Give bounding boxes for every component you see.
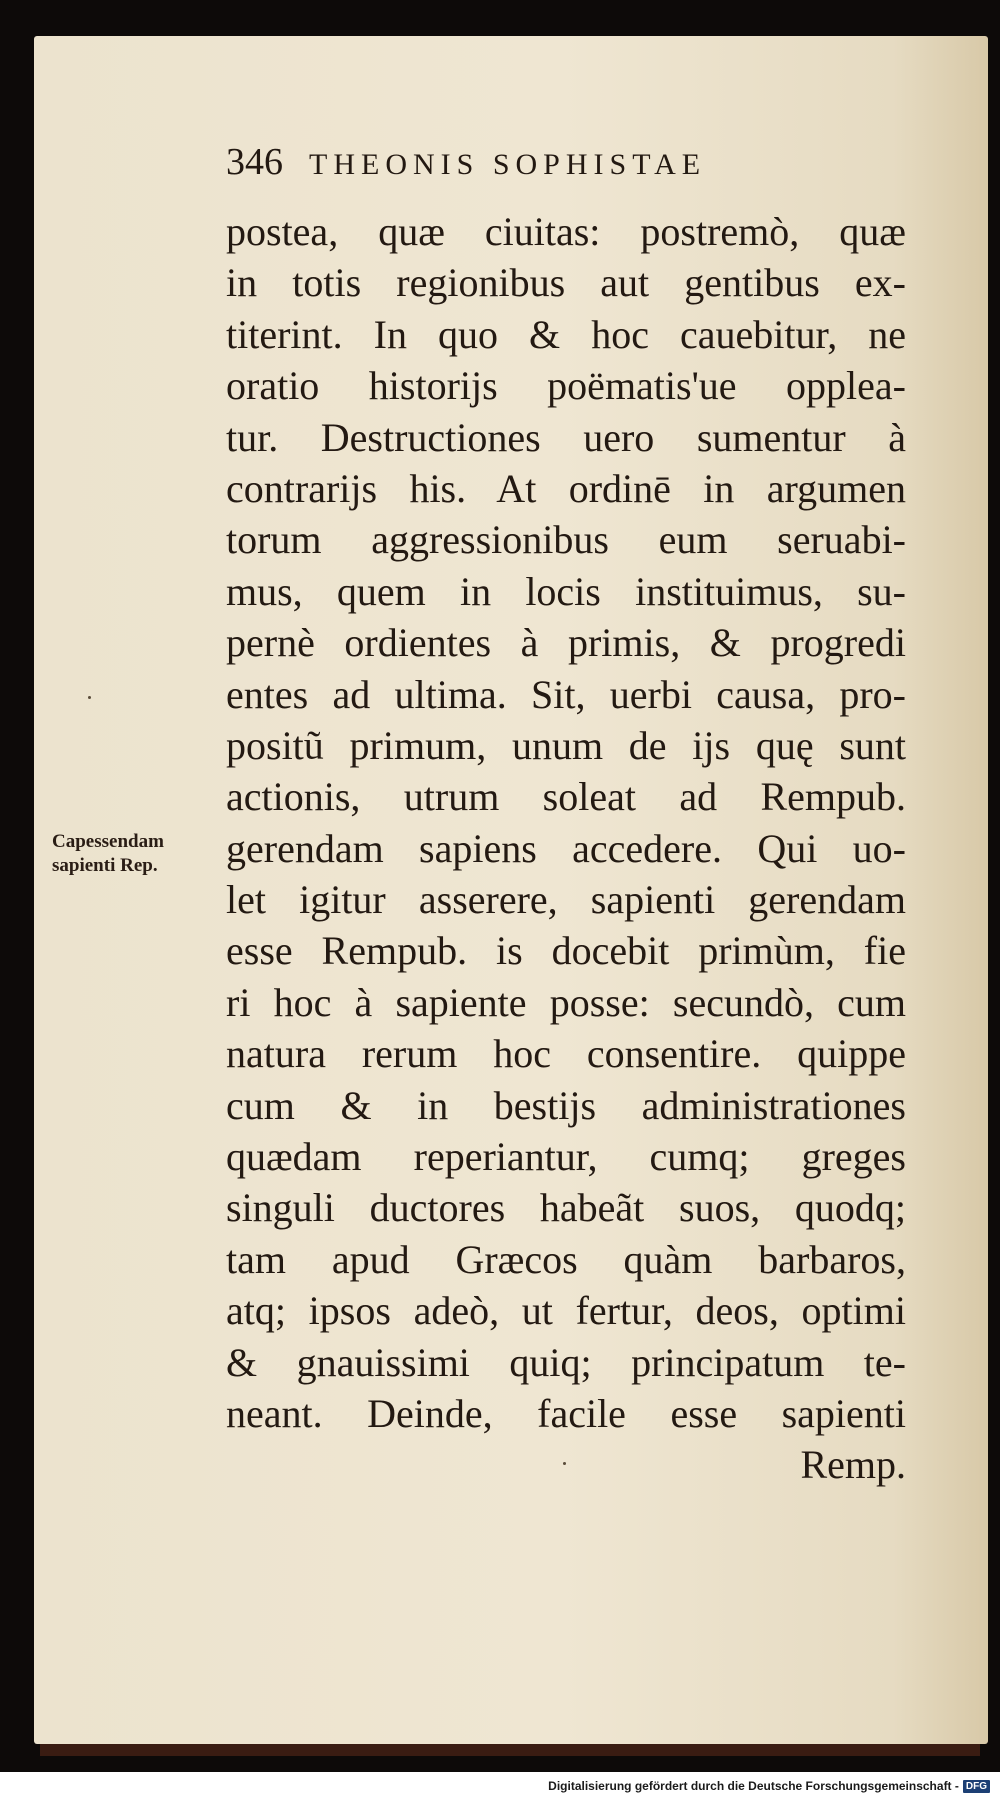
text-line: esse Rempub. is docebit primùm, fie xyxy=(226,928,906,974)
text-line: postea, quæ ciuitas: postremò, quæ xyxy=(226,209,906,254)
text-line: contrarijs his. At ordinē in argumen xyxy=(226,465,906,511)
text-line: mus, quem in locis instituimus, su- xyxy=(226,568,906,614)
text-line: cum & in bestijs administrationes xyxy=(226,1082,906,1128)
text-line: tam apud Græcos quàm barbaros, xyxy=(226,1236,906,1282)
text-line: oratio historijs poëmatis'ue oppleа- xyxy=(226,363,906,409)
text-line: singuli ductores habeãt suos, quodq; xyxy=(226,1185,906,1231)
text-line: let igitur asserere, sapienti gerendam xyxy=(226,877,906,923)
marginal-note xyxy=(52,830,218,878)
dfg-logo-icon: DFG xyxy=(963,1780,990,1793)
page-bottom-edge xyxy=(40,1744,980,1756)
marginal-note-line: Capessendam xyxy=(52,831,164,852)
text-line: ri hoc à sapiente posse: secundò, cum xyxy=(226,979,906,1025)
marginal-note-line: sapienti Rep. xyxy=(52,855,158,876)
text-line: quædam reperiantur, cumq; greges xyxy=(226,1134,906,1180)
text-line: pernè ordientes à primis, & progredi xyxy=(226,620,906,666)
text-line: gerendam sapiens accedere. Qui uo- xyxy=(226,825,906,871)
ink-speck xyxy=(563,1462,566,1465)
footer-bar xyxy=(0,1772,1000,1800)
text-line: entes ad ultima. Sit, uerbi causa, pro- xyxy=(226,671,906,717)
page-header xyxy=(226,140,886,192)
text-line: tur. Destructiones uero sumentur à xyxy=(226,414,906,460)
text-line: positũ primum, unum de ijs quę sunt xyxy=(226,722,906,768)
text-line: neant. Deinde, facile esse sapienti xyxy=(226,1390,906,1436)
funding-credit: Digitalisierung gefördert durch die Deutsche Forschungsgemeinschaft - xyxy=(548,1779,959,1793)
text-line: & gnauissimi quiq; principatum te- xyxy=(226,1339,906,1385)
text-line: atq; ipsos adeò, ut fertur, deos, optimi xyxy=(226,1288,906,1334)
text-line: titerint. In quo & hoc cauebitur, ne xyxy=(226,311,906,357)
text-line: actionis, utrum soleat ad Rempub. xyxy=(226,774,906,820)
ink-speck xyxy=(88,696,91,699)
page-number: 346 xyxy=(226,141,283,183)
catchword: Remp. xyxy=(800,1442,906,1488)
body-text xyxy=(226,206,906,1491)
text-line: torum aggressionibus eum seruabi- xyxy=(226,517,906,563)
text-line: in totis regionibus aut gentibus ex- xyxy=(226,260,906,306)
text-line: natura rerum hoc consentire. quippe xyxy=(226,1031,906,1077)
running-title: THEONIS SOPHISTAE xyxy=(309,148,707,181)
